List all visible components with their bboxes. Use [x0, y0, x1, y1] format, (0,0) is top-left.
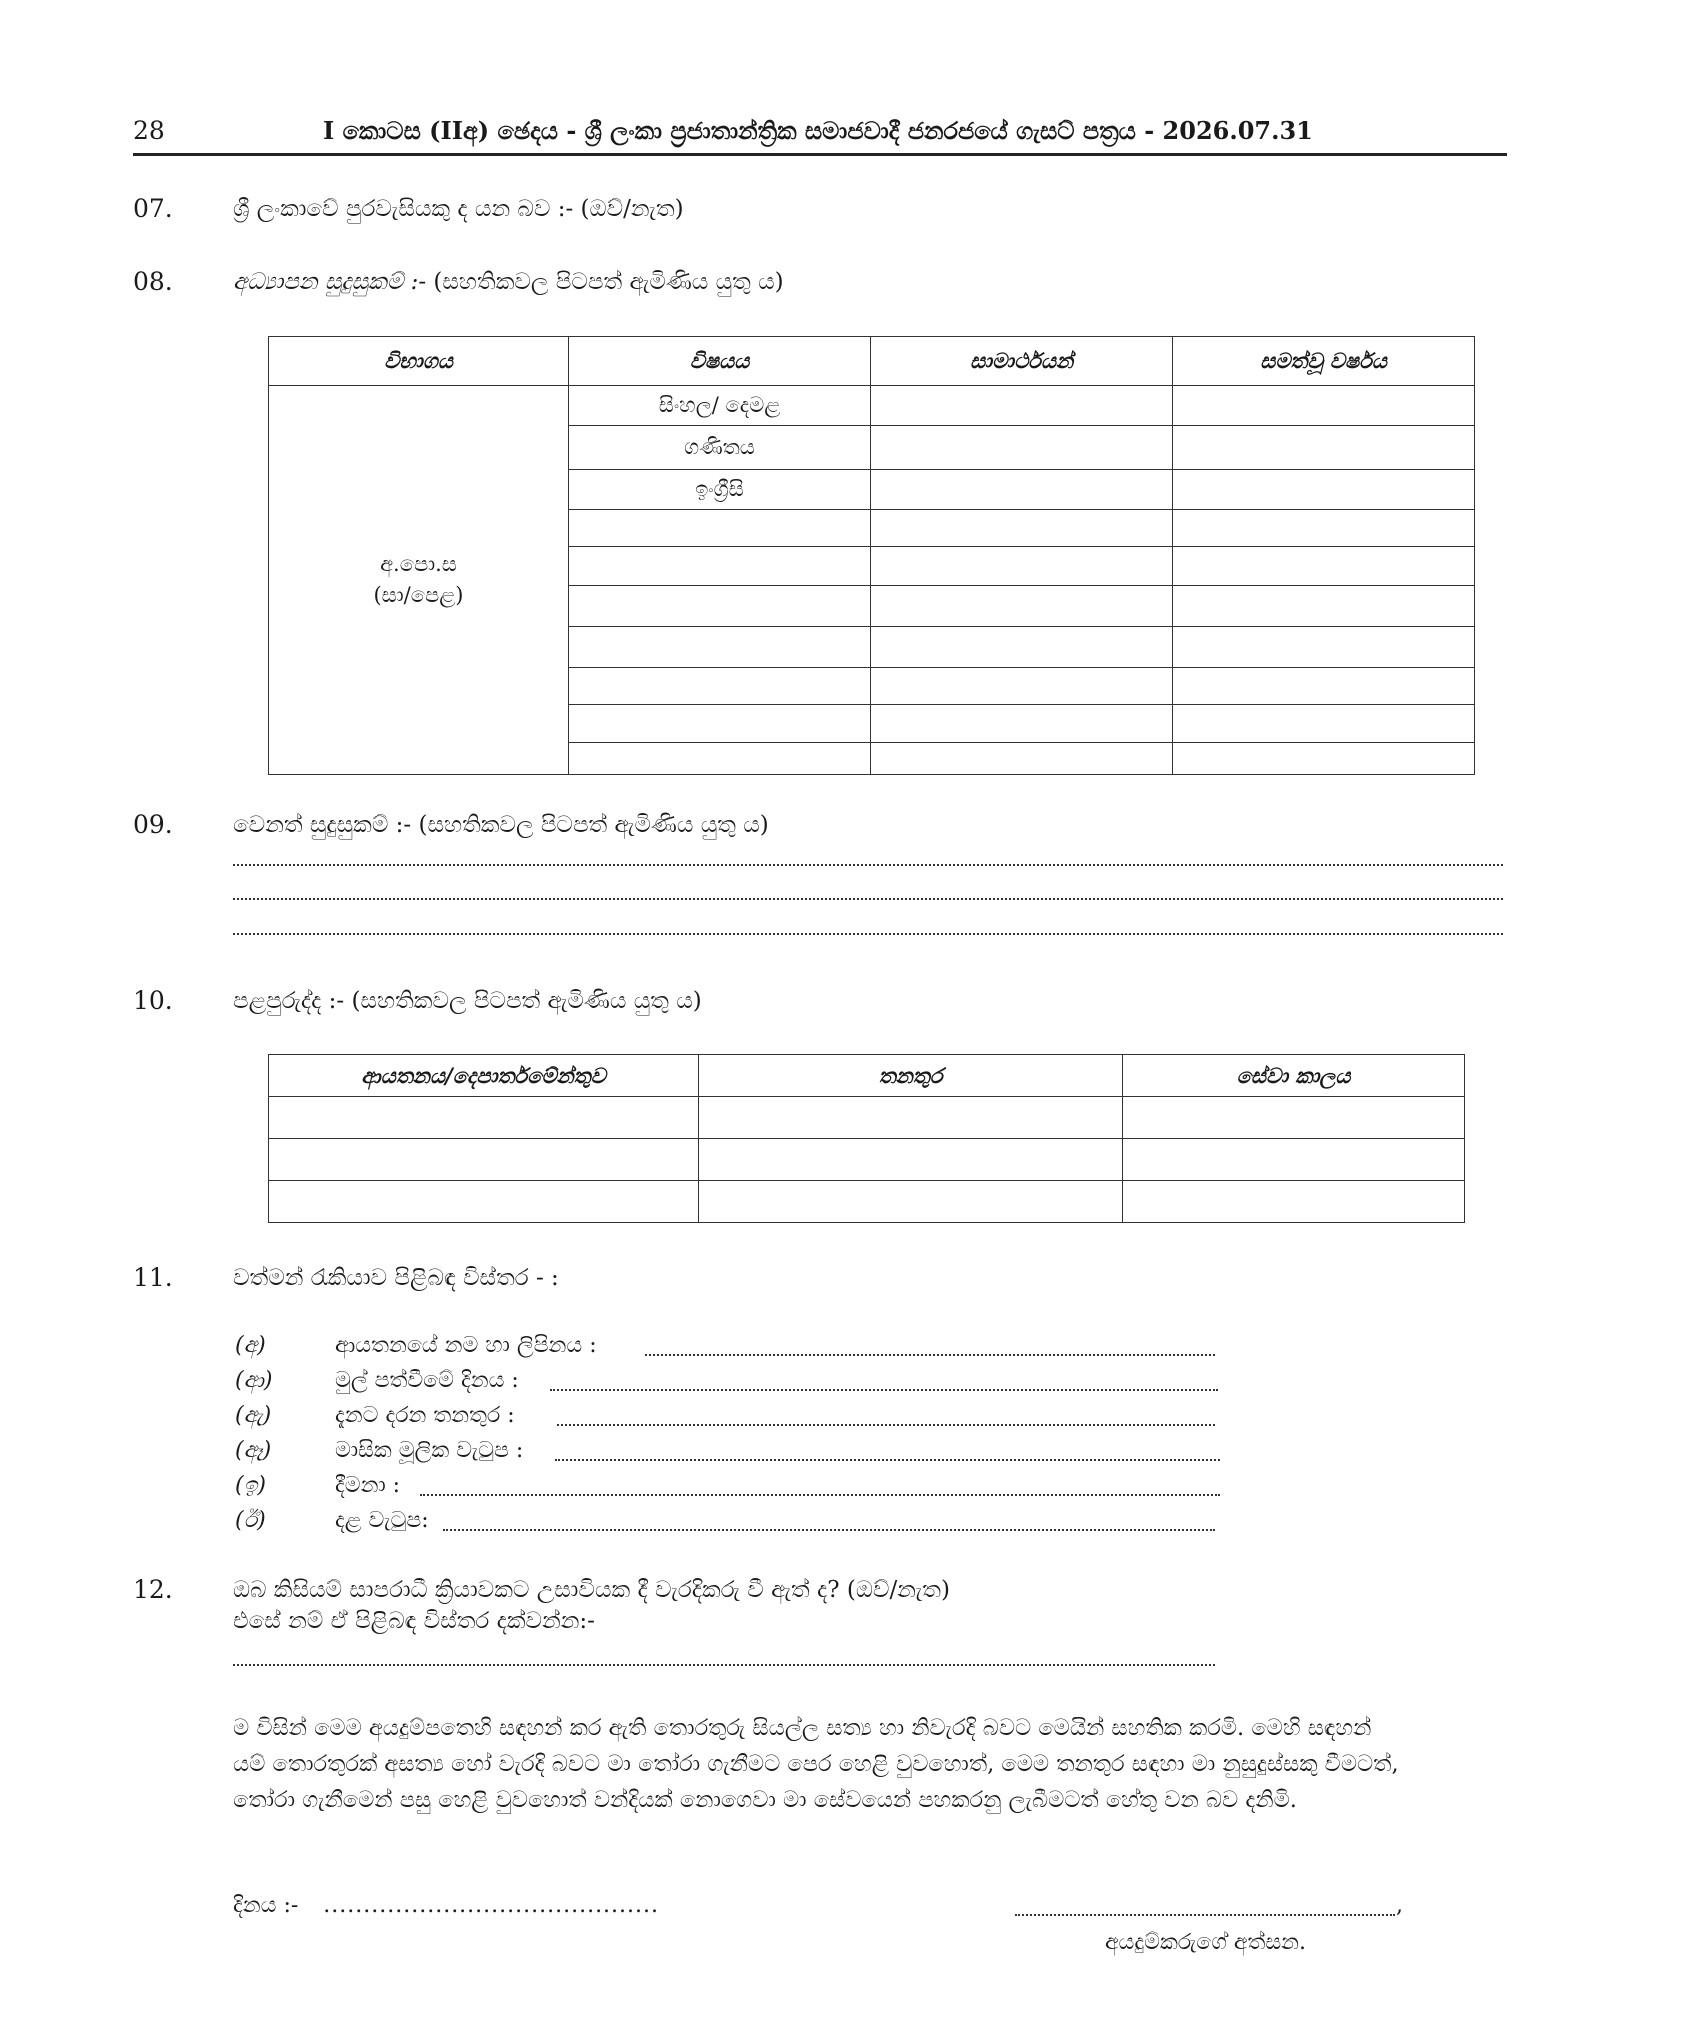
passes-cell[interactable] — [871, 705, 1173, 743]
experience-heading: පළපුරුද්ද :- (සහතිකවල පිටපත් ඇමිණිය යුතු ය) — [233, 988, 702, 1014]
exam-level: (සා/පෙළ) — [373, 583, 464, 607]
subject-cell[interactable] — [569, 668, 871, 705]
institution-name-address-field[interactable] — [645, 1354, 1215, 1356]
header-rule — [133, 153, 1507, 156]
year-cell[interactable] — [1173, 470, 1475, 510]
item-09-number: 09. — [133, 810, 173, 839]
institution-cell[interactable] — [269, 1139, 699, 1181]
declaration-line-1: ම විසින් මෙම අයදුම්පතෙහි සඳහන් කර ඇති තොරතුරු සියල්ල සත්‍ය හා නිවැරදි බවට මෙයින් සහතික කරමි. මෙහි සඳහන් — [233, 1715, 1372, 1741]
gross-salary-label: දළ වැටුප: — [335, 1508, 429, 1533]
header-subject: විෂයය — [569, 337, 871, 386]
subject-cell[interactable] — [569, 547, 871, 586]
header-institution: ආයතනය/දෙපාර්තමේන්තුව — [269, 1055, 699, 1097]
subject-cell[interactable] — [569, 627, 871, 668]
declaration-paragraph — [233, 1710, 1513, 1818]
subject-cell[interactable] — [569, 510, 871, 547]
passes-cell[interactable] — [871, 743, 1173, 775]
subject-cell[interactable] — [569, 586, 871, 627]
item-07-number: 07. — [133, 194, 173, 223]
education-note: (සහතිකවල පිටපත් ඇමිණිය යුතු ය) — [433, 269, 784, 295]
year-cell[interactable] — [1173, 627, 1475, 668]
current-job-letter: (ඈ) — [235, 1438, 272, 1463]
allowances-field[interactable] — [420, 1494, 1220, 1496]
education-label: අධ්‍යාපන සුදුසුකම් :- — [233, 269, 427, 295]
criminal-conviction-question: ඔබ කිසියම් සාපරාධී ක්‍රියාවකට උසාවියක දී වැරදිකරු වී ඇත් ද? (ඔව්/නැත) — [233, 1577, 950, 1603]
other-qualifications-heading: වෙනත් සුදුසුකම් :- (සහතිකවල පිටපත් ඇමිණිය යුතු ය) — [233, 812, 769, 838]
experience-table — [268, 1054, 1465, 1223]
first-appointment-date-field[interactable] — [550, 1389, 1218, 1391]
table-row — [269, 1181, 1465, 1223]
header-exam: විභාගය — [269, 337, 569, 386]
declaration-line-2: යම් තොරතුරක් අසත්‍ය හෝ වැරදි බවට මා තෝරා ගැනීමට පෙර හෙළි වුවහොත්, මෙම තනතුර සඳහා මා නුසුදුස්සකු වීමටත්, — [233, 1751, 1399, 1777]
passes-cell[interactable] — [871, 426, 1173, 470]
education-table — [268, 336, 1475, 775]
passes-cell[interactable] — [871, 668, 1173, 705]
header-post: තනතුර — [699, 1055, 1123, 1097]
experience-table-header — [269, 1055, 1465, 1097]
post-cell[interactable] — [699, 1181, 1123, 1223]
service-period-cell[interactable] — [1123, 1181, 1465, 1223]
subject-cell: සිංහල/ දෙමළ — [569, 386, 871, 426]
item-10-number: 10. — [133, 986, 173, 1015]
table-row — [269, 1139, 1465, 1181]
date-dots[interactable]: .......................................... — [323, 1893, 660, 1918]
exam-name-cell — [269, 386, 569, 775]
other-qualifications-line-1[interactable] — [233, 864, 1503, 866]
passes-cell[interactable] — [871, 586, 1173, 627]
signature-comma: , — [1396, 1893, 1403, 1918]
passes-cell[interactable] — [871, 470, 1173, 510]
institution-name-address-label: ආයතනයේ නම හා ලිපිනය : — [335, 1333, 597, 1358]
service-period-cell[interactable] — [1123, 1097, 1465, 1139]
passes-cell[interactable] — [871, 386, 1173, 426]
passes-cell[interactable] — [871, 510, 1173, 547]
institution-cell[interactable] — [269, 1181, 699, 1223]
year-cell[interactable] — [1173, 743, 1475, 775]
year-cell[interactable] — [1173, 510, 1475, 547]
passes-cell[interactable] — [871, 547, 1173, 586]
header-service-period: සේවා කාලය — [1123, 1055, 1465, 1097]
passes-cell[interactable] — [871, 627, 1173, 668]
other-qualifications-line-2[interactable] — [233, 898, 1503, 900]
first-appointment-date-label: මුල් පත්වීමේ දිනය : — [335, 1368, 519, 1393]
gazette-title: I කොටස (IIඅ) ඡෙදය - ශ්‍රී ලංකා ප්‍රජාතාන්ත්‍රික සමාජවාදී ජනරජයේ ගැසට් පත්‍රය - 2026.07.31 — [323, 116, 1313, 145]
education-heading — [233, 269, 784, 295]
subject-cell: ඉංග්‍රීසි — [569, 470, 871, 510]
year-cell[interactable] — [1173, 386, 1475, 426]
exam-name: අ.පො.ස — [380, 552, 457, 576]
post-cell[interactable] — [699, 1097, 1123, 1139]
post-cell[interactable] — [699, 1139, 1123, 1181]
current-job-letter: (ඇ) — [235, 1403, 272, 1428]
criminal-details-prompt: එසේ නම් ඒ පිළිබඳ විස්තර දක්වන්න:- — [233, 1608, 595, 1634]
education-table-header — [269, 337, 1475, 386]
declaration-line-3: තෝරා ගැනීමෙන් පසු හෙළි වුවහොත් වන්දියක් නොගෙවා මා සේවයෙන් පහකරනු ලැබීමටත් හේතු වන බව දනිමි. — [233, 1787, 1297, 1813]
date-field — [233, 1893, 659, 1918]
date-label: දිනය :- — [233, 1893, 299, 1918]
page-number: 28 — [133, 116, 165, 145]
basic-salary-field[interactable] — [555, 1459, 1220, 1461]
basic-salary-label: මාසික මූලික වැටුප : — [335, 1438, 524, 1463]
item-11-number: 11. — [133, 1263, 173, 1292]
current-post-field[interactable] — [557, 1424, 1215, 1426]
header-year: සමත්වූ වර්ෂය — [1173, 337, 1475, 386]
table-row — [269, 1097, 1465, 1139]
year-cell[interactable] — [1173, 668, 1475, 705]
current-job-heading: වත්මන් රැකියාව පිළිබඳ විස්තර - : — [233, 1265, 559, 1291]
current-post-label: දැනට දරන තනතුර : — [335, 1403, 515, 1428]
year-cell[interactable] — [1173, 547, 1475, 586]
year-cell[interactable] — [1173, 586, 1475, 627]
current-job-letter: (ඉ) — [235, 1473, 266, 1498]
institution-cell[interactable] — [269, 1097, 699, 1139]
service-period-cell[interactable] — [1123, 1139, 1465, 1181]
item-12-number: 12. — [133, 1575, 173, 1604]
applicant-signature-label: අයදුම්කරුගේ අත්සන. — [1105, 1930, 1307, 1955]
current-job-letter: (අ) — [235, 1333, 266, 1358]
current-job-letter: (ඊ) — [235, 1508, 266, 1533]
current-job-letter: (ආ) — [235, 1368, 273, 1393]
signature-field[interactable] — [1015, 1914, 1395, 1916]
citizenship-question: ශ්‍රී ලංකාවේ පුරවැසියකු ද යන බව :- (ඔව්/නැත) — [233, 196, 684, 222]
year-cell[interactable] — [1173, 426, 1475, 470]
subject-cell: ගණිතය — [569, 426, 871, 470]
table-row — [269, 386, 1475, 426]
page-header — [133, 112, 1507, 152]
year-cell[interactable] — [1173, 705, 1475, 743]
allowances-label: දීමනා : — [335, 1473, 401, 1498]
subject-cell[interactable] — [569, 743, 871, 775]
other-qualifications-line-3[interactable] — [233, 933, 1503, 935]
subject-cell[interactable] — [569, 705, 871, 743]
criminal-details-field[interactable] — [233, 1664, 1215, 1666]
gross-salary-field[interactable] — [443, 1529, 1215, 1531]
item-08-number: 08. — [133, 267, 173, 296]
header-passes: සාමාර්ථයන් — [871, 337, 1173, 386]
